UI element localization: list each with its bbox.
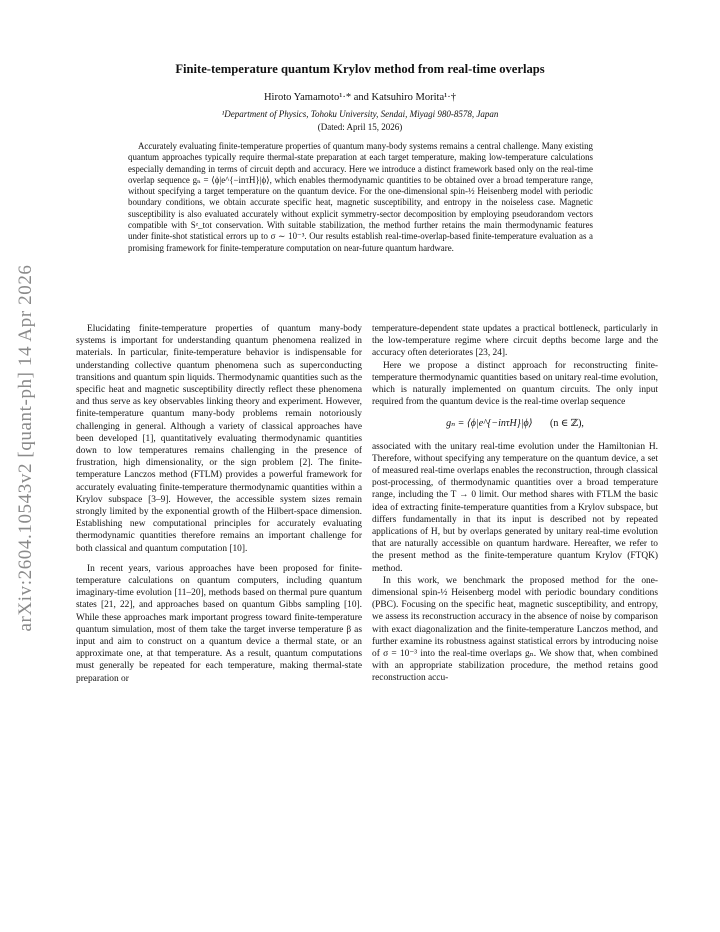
right-column [372, 323, 658, 685]
body-paragraph: Elucidating finite-temperature properties of quantum many-body systems is important for understanding quantum phenomena realized in materials. In particular, finite-temperature behavior is indispensable for understanding collective quantum phenomena such as superconducting transitions and quantum spin liquids. Thermodynamic quantities such as the specific heat and magnetic susceptibility directly reflect these phenomena and thus serve as key observables linking theory and experiment. However, finite-temperature quantum many-body problems remain notoriously challenging in general. Although a variety of classical approaches have been developed [1], quantitatively evaluating thermodynamic quantities down to low temperatures remains challenging in the presence of frustration, high dimensionality, or the sign problem [2]. The finite-temperature Lanczos method (FTLM) provides a powerful framework for accurately evaluating finite-temperature thermodynamic quantities within a Krylov subspace [3–9]. However, the accessible system sizes remain strongly limited by the exponential growth of the Hilbert-space dimension. Establishing new computational principles for accurately evaluating thermodynamic quantities therefore remains an important challenge for both classical and quantum computation [10]. [76, 324, 362, 554]
body-paragraph: temperature-dependent state updates a practical bottleneck, particularly in the low-temperature regime where circuit depths become large and the accuracy often deteriorates [23, 24]. [372, 324, 658, 359]
abstract [128, 141, 593, 254]
body-paragraph: Here we propose a distinct approach for reconstructing finite-temperature thermodynamic quantities based on unitary real-time evolution, which is naturally implemented on quantum circuits. The only input required from the quantum device is the real-time overlap sequence [372, 360, 658, 408]
author-list: Hiroto Yamamoto¹·* and Katsuhiro Morita¹·† [263, 92, 457, 103]
equation-condition: (n ∈ ℤ), [550, 418, 584, 430]
left-column [76, 323, 362, 685]
paper-title: Finite-temperature quantum Krylov method from real-time overlaps [175, 62, 545, 76]
affiliation: ¹Department of Physics, Tohoku University, Sendai, Miyagi 980-8578, Japan [221, 109, 499, 119]
date-line: (Dated: April 15, 2026) [317, 122, 403, 132]
body-paragraph: In this work, we benchmark the proposed method for the one-dimensional spin-½ Heisenberg model with periodic boundary conditions (PBC). Focusing on the specific heat, magnetic susceptibility, and entropy, we assess its reconstruction accuracy in the absence of noise by comparison with exact diagonalization and the finite-temperature Lanczos method, and further examine its robustness against statistical errors by introducing noise of σ = 10⁻³ into the real-time overlaps gₙ. We show that, when combined with an appropriate stabilization procedure, the method retains good reconstruction accu- [372, 575, 658, 684]
overlap-equation [372, 418, 658, 430]
arxiv-sidebar-stamp [8, 238, 44, 658]
equation-body: gₙ = ⟨ϕ|e^{−inτH}|ϕ⟩ [446, 418, 533, 430]
body-paragraph: In recent years, various approaches have been proposed for finite-temperature calculations on quantum computers, including quantum imaginary-time evolution [11–20], methods based on thermal pure quantum states [21, 22], and approaches based on quantum Gibbs sampling [10]. While these approaches mark important progress toward finite-temperature quantum simulation, most of them take the target inverse temperature β as input and aim to construct on a quantum device a thermal state, or an approximate one, at that temperature. As a result, quantum computations must generally be repeated for each temperature, making thermal-state preparation or [76, 563, 362, 684]
body-paragraph: associated with the unitary real-time evolution under the Hamiltonian H. Therefore, without specifying any temperature on the quantum device, a set of measured real-time overlaps enables the reconstruction, through classical post-processing, of thermodynamic quantities over a broad temperature range, including the T → 0 limit. Our method shares with FTLM the basic idea of extracting finite-temperature quantities from a Krylov subspace, but differs fundamentally in that its input is described not by repeated applications of H, but by overlaps generated by unitary real-time evolution that are naturally accessible on quantum hardware. Hereafter, we refer to the present method as the finite-temperature quantum Krylov (FTQK) method. [372, 441, 658, 574]
arxiv-identifier: arXiv:2604.10543v2 [quant-ph] 14 Apr 2026 [15, 264, 36, 632]
abstract-text: Accurately evaluating finite-temperature properties of quantum many-body systems remains a central challenge. Many existing quantum approaches typically require thermal-state preparation at each target temperature, making low-temperature calculations especially demanding in terms of circuit depth and accuracy. Here we introduce a distinct framework based only on the real-time overlap sequence gₙ = ⟨ϕ|e^{−inτH}|ϕ⟩, which enables thermodynamic quantities to be obtained over a broad temperature range, without specifying a target temperature on the quantum device. For the one-dimensional spin-½ Heisenberg model with periodic boundary conditions, we obtain accurate specific heat, magnetic susceptibility, and entropy in the noiseless case. Magnetic susceptibility is also evaluated accurately without explicit symmetry-sector decomposition by employing pseudorandom vectors compatible with Sᶻ_tot conservation. With suitable stabilization, the method further retains the main thermodynamic features under finite-shot statistical errors up to σ ∼ 10⁻³. Our results establish real-time-overlap-based finite-temperature evaluation as a promising framework for finite-temperature computation on near-future quantum hardware. [128, 141, 593, 253]
